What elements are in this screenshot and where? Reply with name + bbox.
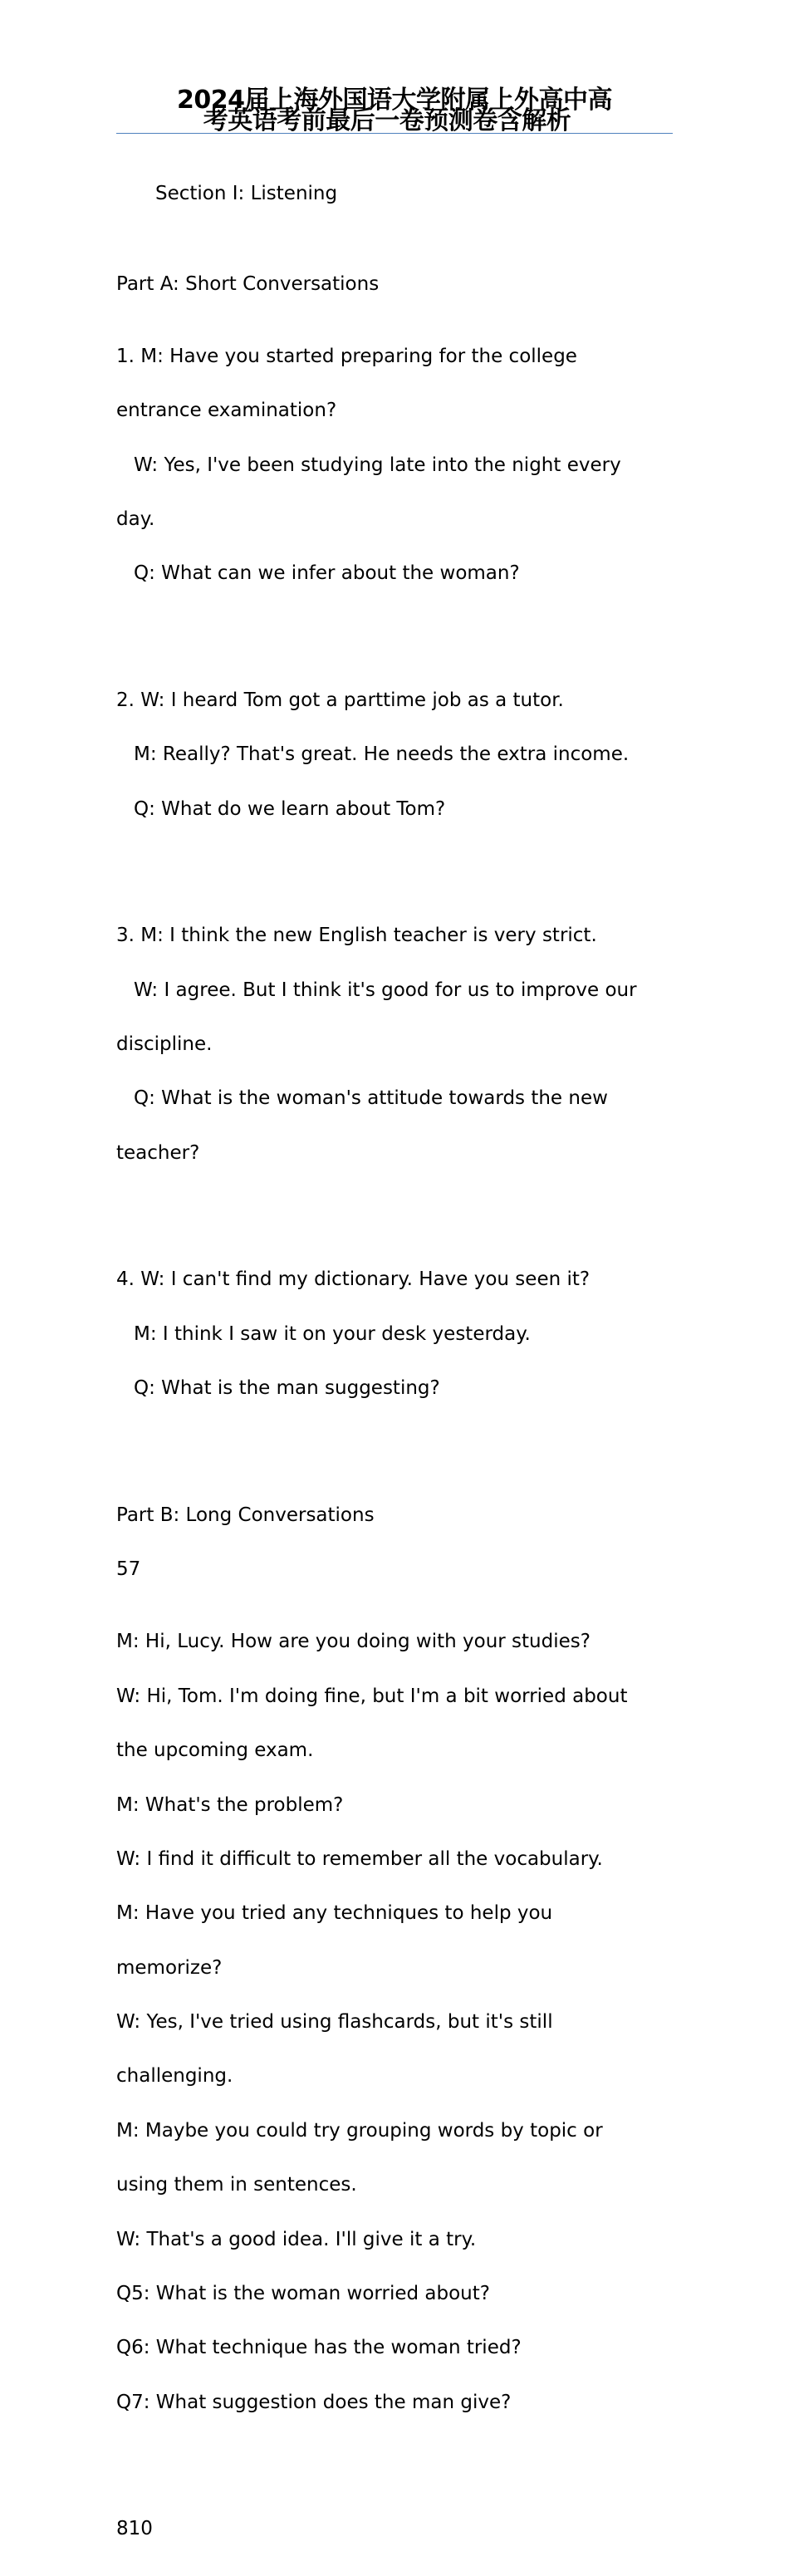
q1-question: Q: What can we infer about the woman? (134, 562, 520, 585)
title-line-1: 2024届上海外国语大学附属上外高中高 (177, 86, 612, 115)
dialogue-line: M: What's the problem? (116, 1793, 344, 1816)
q2-line: M: Really? That's great. He needs the extra income. (134, 743, 630, 766)
dialogue-line: M: Hi, Lucy. How are you doing with your studies? (116, 1631, 591, 1653)
q1-line: entrance examination? (116, 400, 337, 422)
question-line: Q5: What is the woman worried about? (116, 2283, 490, 2305)
q3-line: discipline. (116, 1033, 213, 1056)
dialogue-line: M: Maybe you could try grouping words by topic or (116, 2119, 603, 2142)
title-line-2: 考英语考前最后一卷预测卷含解析 (203, 106, 571, 135)
dialogue-line: W: Yes, I've tried using flashcards, but it's still (116, 2011, 553, 2034)
q1-line: day. (116, 508, 155, 530)
part-a-heading: Part A: Short Conversations (116, 272, 380, 295)
q2-question: Q: What do we learn about Tom? (134, 797, 446, 820)
q3-line: 3. M: I think the new English teacher is very strict. (116, 925, 597, 947)
q1-line: W: Yes, I've been studying late into the night every (134, 454, 621, 476)
q4-line: 4. W: I can't find my dictionary. Have you seen it? (116, 1268, 591, 1291)
dialogue-line: challenging. (116, 2065, 233, 2088)
title-divider (116, 133, 673, 134)
document-body (116, 149, 673, 2575)
q2-line: 2. W: I heard Tom got a parttime job as a tutor. (116, 689, 564, 711)
q4-line: M: I think I saw it on your desk yesterday. (134, 1322, 531, 1345)
q3-question: Q: What is the woman's attitude towards the new (134, 1087, 608, 1110)
q1-line: 1. M: Have you started preparing for the college (116, 345, 577, 367)
dialogue-line: memorize? (116, 1956, 223, 1979)
question-line: Q6: What technique has the woman tried? (116, 2337, 522, 2359)
question-range: 57 (116, 1558, 141, 1581)
question-range: 810 (116, 2518, 153, 2540)
q4-question: Q: What is the man suggesting? (134, 1377, 440, 1400)
dialogue-line: M: Have you tried any techniques to help you (116, 1902, 553, 1925)
q3-question: teacher? (116, 1141, 200, 1164)
document-title (116, 86, 673, 135)
q3-line: W: I agree. But I think it's good for us to improve our (134, 979, 637, 1001)
dialogue-line: the upcoming exam. (116, 1739, 314, 1762)
question-line: Q7: What suggestion does the man give? (116, 2391, 512, 2413)
dialogue-line: W: Hi, Tom. I'm doing fine, but I'm a bit worried about (116, 1685, 628, 1707)
section-heading: Section I: Listening (155, 182, 338, 204)
dialogue-line: W: I find it difficult to remember all the vocabulary. (116, 1847, 603, 1870)
dialogue-line: W: That's a good idea. I'll give it a try. (116, 2228, 477, 2250)
part-b-heading: Part B: Long Conversations (116, 1504, 375, 1526)
dialogue-line: using them in sentences. (116, 2174, 357, 2196)
